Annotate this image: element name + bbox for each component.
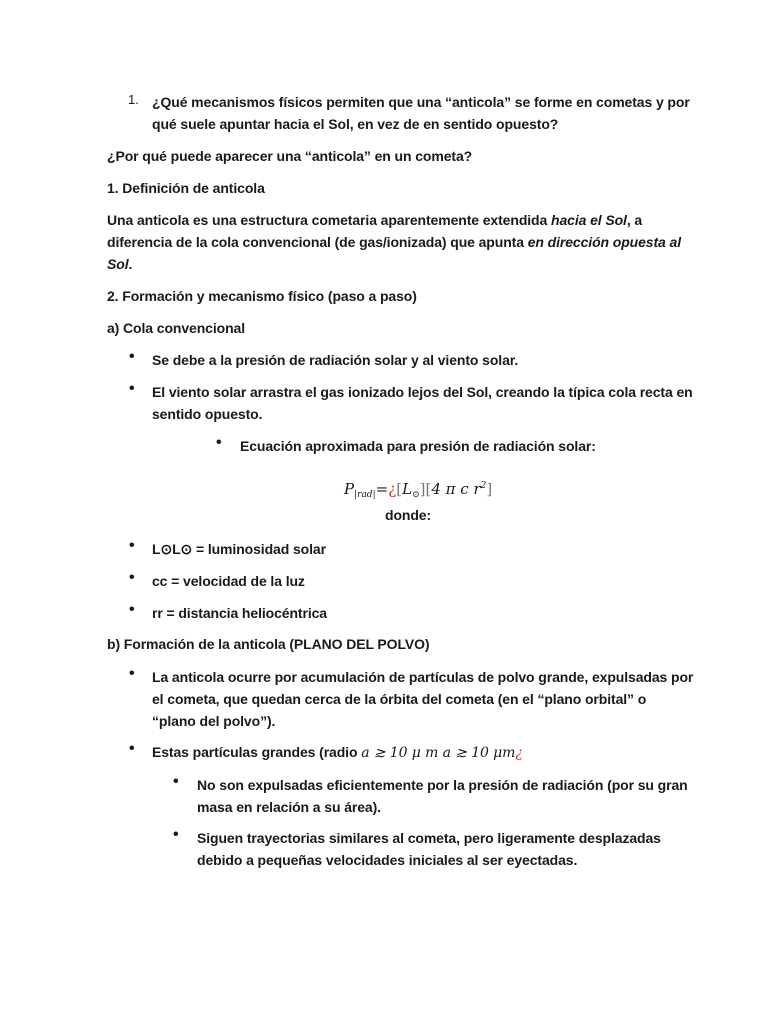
bullet-line: No son expulsadas eficientemente por la presión de radiación (por su gran	[197, 777, 688, 793]
eq-exponent: 2	[480, 481, 487, 491]
text-run: diferencia de la cola convencional (de gas/ionizada) que apunta	[107, 234, 528, 250]
donde-label: donde:	[385, 507, 432, 523]
definition-item: L⊙L⊙ = luminosidad solar	[152, 541, 326, 557]
bullet-line: La anticola ocurre por acumulación de partículas de polvo grande, expulsadas por	[152, 669, 694, 685]
bullet-icon: •	[216, 434, 222, 451]
bullet-icon: •	[129, 601, 135, 618]
math-expression: a ≳ 10 μ m a ≳ 10 μm	[361, 745, 516, 761]
bullet-text	[152, 381, 693, 425]
italic-text: en dirección opuesta al	[527, 234, 682, 250]
paragraph-line-3	[107, 253, 681, 275]
italic-text: hacia el Sol	[551, 212, 627, 228]
eq-subscript: rad	[357, 490, 373, 500]
radiation-pressure-equation: $P_{|rad|}=¿[L_⊙][4$ π c $r^2$]	[344, 480, 493, 500]
text-run: , a	[626, 212, 643, 228]
eq-error-mark: ¿	[388, 480, 397, 498]
bullet-line: “plano del polvo”).	[152, 713, 276, 729]
paragraph-line-2	[107, 231, 681, 253]
text-run: .	[128, 256, 133, 272]
eq-symbol: L	[402, 480, 413, 498]
bullet-icon: •	[129, 569, 135, 586]
subsection-b-title: b) Formación de la anticola (PLANO DEL POLVO)	[107, 636, 430, 652]
list-number: 1.	[128, 92, 139, 107]
bullet-line: sentido opuesto.	[152, 406, 263, 422]
section1-title: 1. Definición de anticola	[107, 180, 265, 196]
heading-why: ¿Por qué puede aparecer una “anticola” en un cometa?	[107, 148, 473, 164]
bullet-line: El viento solar arrastra el gas ionizado lejos del Sol, creando la típica cola recta en	[152, 384, 693, 400]
definition-item: cc = velocidad de la luz	[152, 573, 305, 589]
subsection-a-title: a) Cola convencional	[107, 320, 246, 336]
bullet-line: el cometa, que quedan cerca de la órbita del cometa (en el “plano orbital” o	[152, 691, 647, 707]
bullet-text	[152, 741, 523, 764]
bullet-icon: •	[129, 665, 135, 682]
bullet-text: Se debe a la presión de radiación solar y al viento solar.	[152, 352, 519, 368]
section2-title: 2. Formación y mecanismo físico (paso a paso)	[107, 288, 417, 304]
bullet-line: Siguen trayectorias similares al cometa, pero ligeramente desplazadas	[197, 830, 661, 846]
question-line-2: qué suele apuntar hacia el Sol, en vez de en sentido opuesto?	[152, 116, 559, 132]
bullet-text	[152, 666, 693, 732]
bullet-line: masa en relación a su área).	[197, 799, 381, 815]
eq-symbol: P	[344, 480, 355, 498]
text-run: Una anticola es una estructura cometaria aparentemente extendida	[107, 212, 551, 228]
paragraph-line-1	[107, 209, 681, 231]
question-line-1: ¿Qué mecanismos físicos permiten que una “anticola” se forme en cometas y por	[152, 94, 690, 110]
bullet-icon: •	[129, 537, 135, 554]
bullet-text	[197, 774, 688, 818]
section1-paragraph	[107, 209, 681, 275]
question-text	[152, 91, 690, 135]
bullet-text	[197, 827, 661, 871]
bullet-icon: •	[173, 826, 179, 843]
sun-symbol: ⊙	[412, 490, 420, 500]
eq-error-mark: ¿	[515, 745, 523, 761]
eq-expression: 4 π c r	[431, 480, 481, 498]
bullet-icon: •	[173, 773, 179, 790]
definition-item: rr = distancia heliocéntrica	[152, 605, 327, 621]
eq-equals: =	[375, 480, 389, 498]
bullet-icon: •	[129, 740, 135, 757]
bullet-text: Ecuación aproximada para presión de radiación solar:	[240, 438, 596, 454]
bullet-line: debido a pequeñas velocidades iniciales al ser eyectadas.	[197, 852, 578, 868]
bullet-icon: •	[129, 348, 135, 365]
italic-text: Sol	[107, 256, 129, 272]
text-run: Estas partículas grandes (radio	[152, 744, 362, 760]
bullet-icon: •	[129, 380, 135, 397]
